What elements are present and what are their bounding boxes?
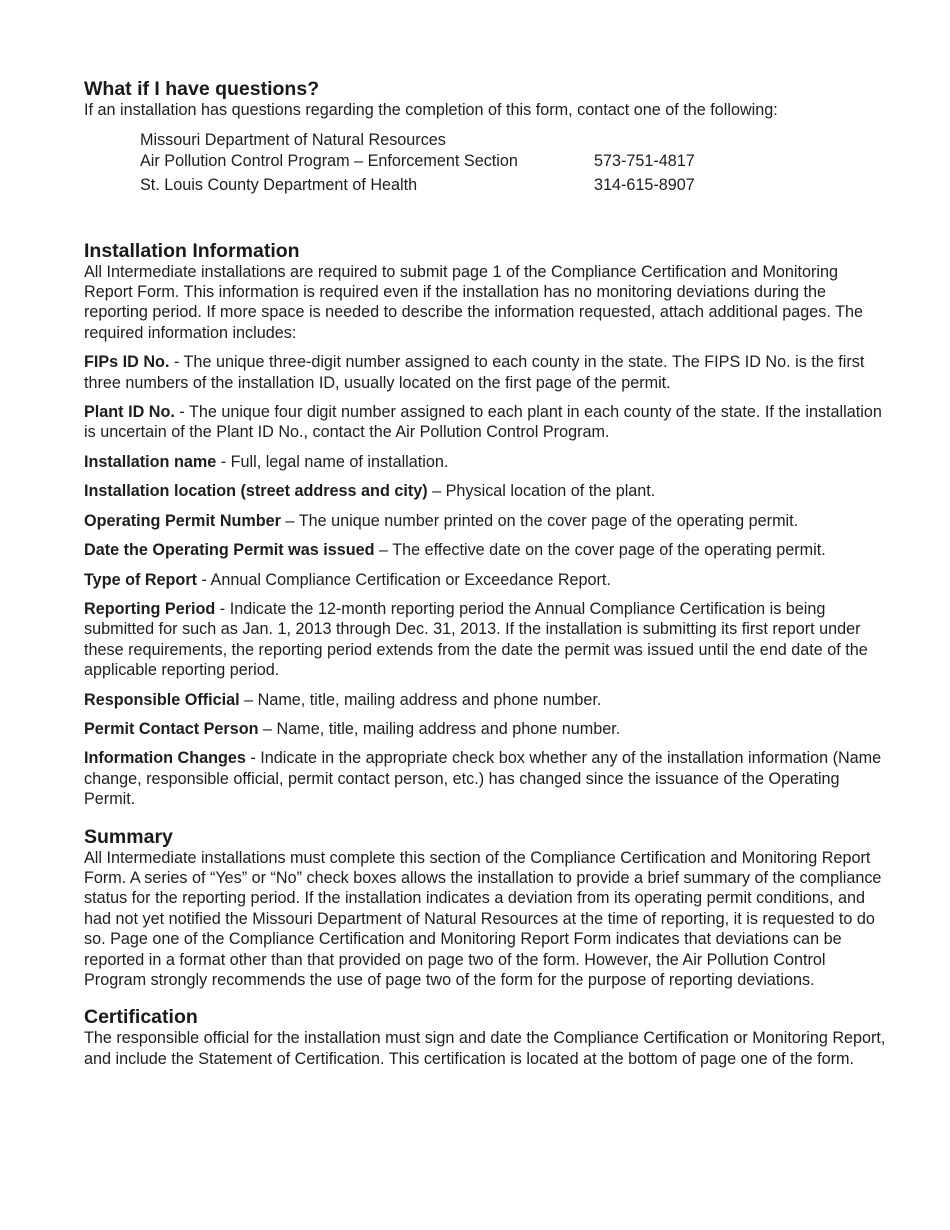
definition-text: The unique four digit number assigned to each plant in each county of the state. If the installation is uncertain of the Plant ID No., contact the Air Pollution Control Program. [84,403,882,442]
contact-org: Air Pollution Control Program – Enforcement Section [140,151,518,170]
certification-text: The responsible official for the installation must sign and date the Compliance Certification or Monitoring Report, and include the Statement of Certification. This certification is located at the bottom of page one of the form. [84,1029,886,1068]
definition-term: Type of Report [84,570,198,589]
definition-separator: - [197,570,211,589]
definition-separator: - [174,403,189,422]
installation-info-intro: All Intermediate installations are required to submit page 1 of the Compliance Certification and Monitoring Report Form. This information is required even if the installation has no monitoring deviations during the reporting period. If more space is needed to describe the information requested, attach additional pages. The required information includes: [84,262,863,342]
definition-separator: - [215,599,230,618]
certification-heading: Certification [84,1006,198,1029]
definition-term: Date the Operating Permit was issued [84,541,375,560]
definition-separator: - [169,353,184,372]
definition-separator: – [258,719,277,738]
definition-item [84,540,890,560]
contact-org: St. Louis County Department of Health [140,176,418,195]
contact-row [140,151,890,171]
definition-text: Annual Compliance Certification or Exceedance Report. [210,570,611,589]
definition-separator: – [239,690,258,709]
definition-text: Name, title, mailing address and phone number. [276,719,621,738]
summary-heading: Summary [84,825,173,848]
definition-separator: – [427,482,446,501]
definition-text: The unique three-digit number assigned to each county in the state. The FIPS ID No. is the first three numbers of the installation ID, usually located on the first page of the permit. [84,353,865,392]
definition-separator: - [245,749,261,768]
definition-term: Responsible Official [84,690,240,709]
contact-row [140,175,890,195]
contact-phone: 314-615-8907 [594,176,695,195]
definition-item [84,719,890,739]
definition-term: Permit Contact Person [84,719,259,738]
questions-heading: What if I have questions? [84,78,320,100]
definition-term: Reporting Period [84,599,216,618]
definition-item [84,748,890,809]
definition-term: Plant ID No. [84,403,175,422]
definition-term: Operating Permit Number [84,511,281,530]
contact-line: Missouri Department of Natural Resources [140,131,446,150]
definition-term: Information Changes [84,749,246,768]
definition-item [84,481,890,501]
definition-text: Full, legal name of installation. [230,452,449,471]
definition-separator: - [216,452,231,471]
definition-item [84,690,890,710]
definition-term: FIPs ID No. [84,353,170,372]
definition-text: The effective date on the cover page of the operating permit. [392,541,826,560]
definition-item [84,352,890,393]
definition-item [84,511,890,531]
contact-list [140,130,890,195]
definition-list [84,352,890,809]
definition-item [84,599,890,681]
definition-item [84,570,890,590]
definition-text: Indicate in the appropriate check box whether any of the installation information (Name change, responsible official, permit contact person, etc.) has changed since the issuance of the Operating Permit. [84,749,882,809]
summary-text: All Intermediate installations must complete this section of the Compliance Certification and Monitoring Report Form. A series of “Yes” or “No” check boxes allows the installation to provide a brief summary of the compliance status for the reporting period. If the installation indicates a deviation from its operating permit conditions, and had not yet notified the Missouri Department of Natural Resources at the time of reporting, it is requested to do so. Page one of the Compliance Certification and Monitoring Report Form indicates that deviations can be reported in a format other than that provided on page two of the form. However, the Air Pollution Control Program strongly recommends the use of page two of the form for the purpose of reporting deviations. [84,848,882,989]
questions-intro: If an installation has questions regarding the completion of this form, contact one of the following: [84,101,778,119]
definition-term: Installation name [84,452,217,471]
definition-item [84,402,890,443]
definition-text: Name, title, mailing address and phone number. [257,690,602,709]
definition-text: Physical location of the plant. [445,482,656,501]
contact-phone: 573-751-4817 [594,151,695,170]
installation-info-heading: Installation Information [84,239,300,262]
definition-text: The unique number printed on the cover page of the operating permit. [298,511,799,530]
definition-separator: – [374,541,393,560]
definition-term: Installation location (street address and city) [84,482,428,501]
definition-text: Indicate the 12-month reporting period the Annual Compliance Certification is being submitted for such as Jan. 1, 2013 through Dec. 31, 2013. If the installation is submitting its first report under these requirements, the reporting period extends from the date the permit was issued until the end date of the applicable reporting period. [84,599,868,680]
definition-separator: – [281,511,299,530]
definition-item [84,452,890,472]
